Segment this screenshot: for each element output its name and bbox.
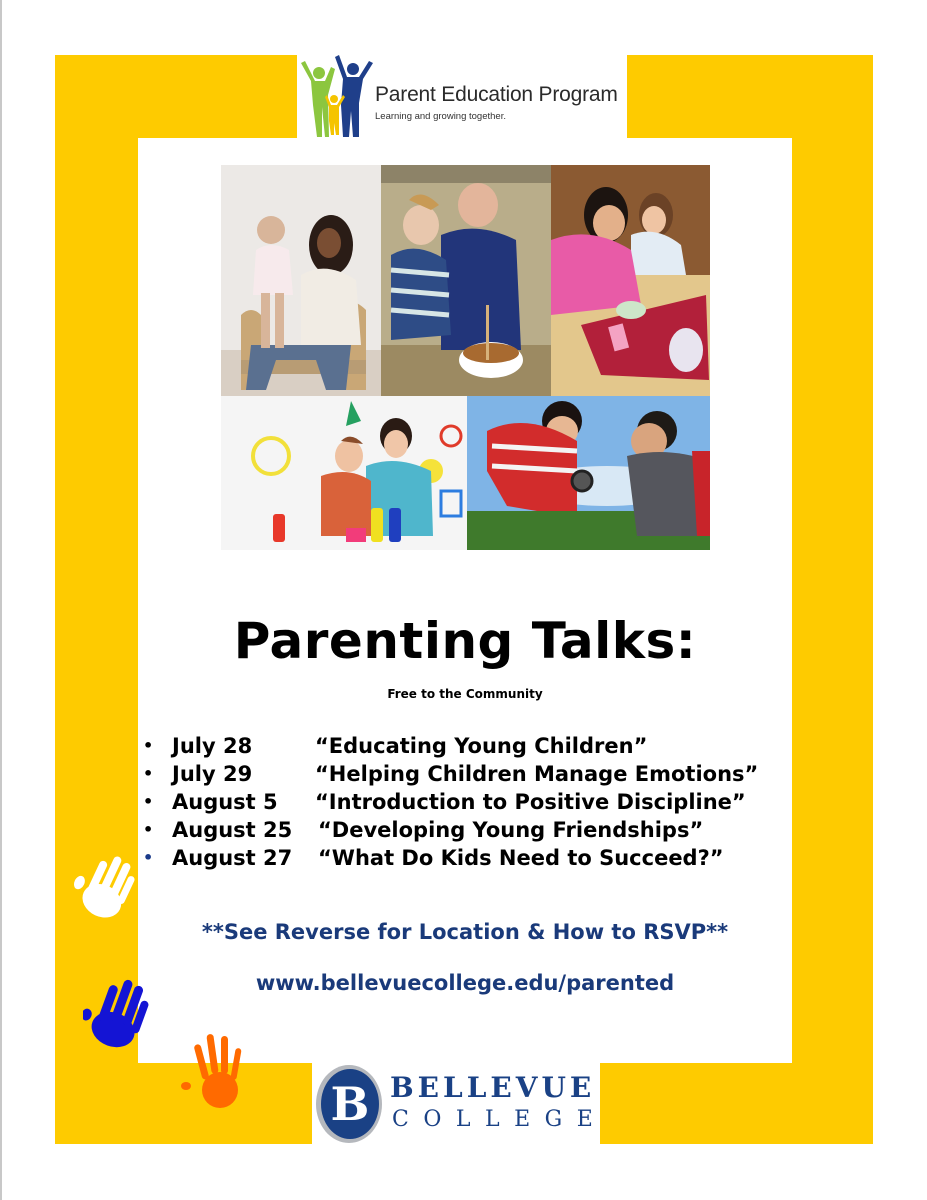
page-edge — [0, 0, 2, 1200]
talk-date: July 29 — [172, 762, 253, 786]
talk-item — [143, 788, 843, 816]
college-name: BELLEVUE — [390, 1071, 596, 1104]
white-handprint-icon — [74, 848, 146, 928]
subtitle: Free to the Community — [387, 687, 543, 701]
svg-text:B: B — [330, 1077, 370, 1131]
photo-collage — [221, 165, 710, 550]
program-tagline: Learning and growing together. — [375, 111, 506, 122]
talk-item — [143, 816, 843, 844]
talk-topic: “Introduction to Positive Discipline” — [315, 790, 746, 814]
talk-topic: “Educating Young Children” — [315, 734, 648, 758]
bullet: • — [143, 736, 154, 755]
talk-item — [143, 760, 843, 788]
talk-date: August 27 — [172, 846, 293, 870]
boy-and-father-magnifying-glass-photo — [467, 396, 710, 550]
bellevue-college-logo — [312, 1063, 607, 1145]
parent-education-program-logo — [297, 55, 632, 140]
blue-handprint-icon — [83, 972, 163, 1057]
mother-holding-baby-photo — [221, 165, 381, 396]
man-and-boy-cooking-photo — [381, 165, 551, 396]
bullet: • — [143, 764, 154, 783]
college-sub: COLLEGE — [392, 1107, 608, 1132]
girls-at-tray-photo — [551, 165, 710, 396]
bullet: • — [143, 792, 154, 811]
website-link[interactable]: www.bellevuecollege.edu/parented — [255, 971, 675, 995]
rsvp-note: **See Reverse for Location & How to RSVP** — [201, 920, 729, 944]
bullet: • — [143, 848, 154, 867]
talk-date: August 5 — [172, 790, 278, 814]
page-title: Parenting Talks: — [233, 612, 697, 670]
talk-topic: “What Do Kids Need to Succeed?” — [318, 846, 724, 870]
program-name: Parent Education Program — [375, 83, 618, 106]
bullet: • — [143, 820, 154, 839]
talk-date: August 25 — [172, 818, 293, 842]
talks-list — [143, 732, 843, 872]
talk-item — [143, 732, 843, 760]
boy-and-woman-painting-photo — [221, 396, 467, 550]
orange-handprint-icon — [180, 1030, 248, 1112]
family-figures-icon — [297, 55, 375, 140]
talk-item — [143, 844, 843, 872]
talk-topic: “Helping Children Manage Emotions” — [315, 762, 759, 786]
talk-topic: “Developing Young Friendships” — [318, 818, 704, 842]
bellevue-b-emblem-icon — [314, 1063, 384, 1145]
talk-date: July 28 — [172, 734, 253, 758]
